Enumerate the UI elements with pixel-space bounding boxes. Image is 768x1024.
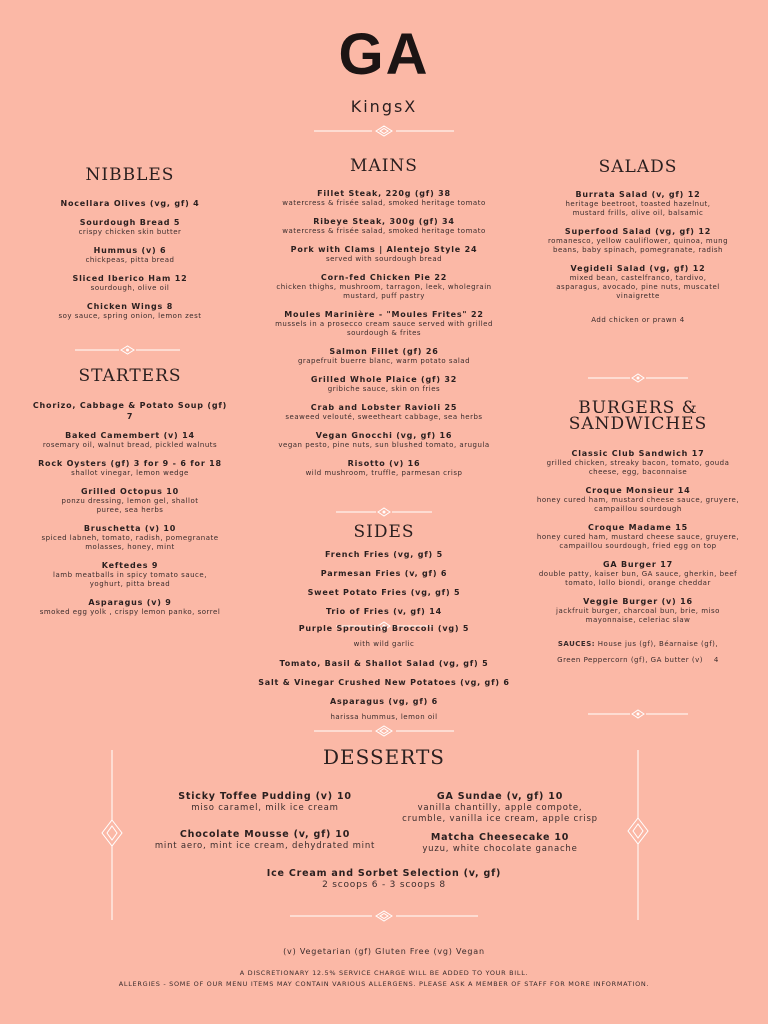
item-description: watercress & frisée salad, smoked heritage tomato — [282, 199, 486, 207]
item-name: Corn-fed Chicken Pie 22 — [320, 273, 448, 282]
menu-item — [30, 597, 230, 617]
desserts-right-column — [376, 790, 624, 863]
item-name: Chicken Wings 8 — [86, 302, 174, 311]
item-name: Sourdough Bread 5 — [79, 218, 181, 227]
menu-item — [240, 658, 528, 669]
item-name: Salmon Fillet (gf) 26 — [329, 347, 439, 356]
sides-section — [240, 549, 528, 730]
menu-item — [30, 273, 230, 293]
item-description: romanesco, yellow cauliflower, quinoa, mung beans, baby spinach, pomegranate, radish — [547, 237, 729, 254]
sides-heading: SIDES — [353, 522, 415, 542]
item-name: Moules Marinière - "Moules Frites" 22 — [284, 310, 484, 319]
item-description: chickpeas, pitta bread — [85, 256, 175, 264]
vertical-ornament-right — [626, 750, 650, 920]
item-description: grapefruit buerre blanc, warm potato salad — [297, 357, 471, 365]
item-name: Salt & Vinegar Crushed New Potatoes (vg, gf) 6 — [258, 678, 510, 687]
item-name: Veggie Burger (v) 16 — [583, 597, 693, 606]
mains-section — [256, 188, 512, 486]
item-name: Ribeye Steak, 300g (gf) 34 — [313, 217, 455, 226]
mains-heading: MAINS — [350, 156, 418, 176]
item-name: Risotto (v) 16 — [347, 459, 421, 468]
item-description: vanilla chantilly, apple compote, crumble, vanilla ice cream, apple crisp — [402, 803, 598, 824]
menu-item — [534, 559, 742, 588]
menu-item — [30, 523, 230, 552]
menu-item — [256, 346, 512, 366]
item-name: Asparagus (v) 9 — [88, 598, 172, 607]
item-description: soy sauce, spring onion, lemon zest — [58, 312, 202, 320]
item-name: Sticky Toffee Pudding (v) 10 — [178, 791, 352, 802]
item-name: Pork with Clams | Alentejo Style 24 — [290, 245, 478, 254]
allergy-note: ALLERGIES - SOME OF OUR MENU ITEMS MAY CONTAIN VARIOUS ALLERGENS. PLEASE ASK A MEMBER OF STAFF FOR MORE INFORMATION. — [118, 980, 650, 988]
item-name: Chocolate Mousse (v, gf) 10 — [179, 829, 351, 840]
item-description: served with sourdough bread — [325, 255, 443, 263]
item-description: harissa hummus, lemon oil — [330, 713, 438, 721]
item-description: watercress & frisée salad, smoked heritage tomato — [282, 227, 486, 235]
item-name: French Fries (vg, gf) 5 — [325, 550, 443, 559]
menu-item — [376, 831, 624, 855]
nibbles-heading: NIBBLES — [85, 165, 175, 185]
menu-item — [256, 458, 512, 478]
menu-item — [538, 226, 738, 255]
item-description: yuzu, white chocolate ganache — [422, 844, 578, 854]
menu-item — [30, 301, 230, 321]
item-description: honey cured ham, mustard cheese sauce, gruyere, campaillou sourdough — [536, 496, 740, 513]
item-description: lamb meatballs in spicy tomato sauce, yoghurt, pitta bread — [53, 571, 207, 588]
item-description: smoked egg yolk , crispy lemon panko, sorrel — [39, 608, 221, 616]
item-name: Crab and Lobster Ravioli 25 — [310, 403, 458, 412]
item-name: GA Sundae (v, gf) 10 — [436, 791, 564, 802]
burgers-heading — [548, 400, 728, 432]
item-name: Vegan Gnocchi (vg, gf) 16 — [315, 431, 453, 440]
restaurant-logo: GA — [338, 22, 430, 87]
desserts-left-column — [140, 790, 390, 860]
menu-item — [30, 245, 230, 265]
service-charge-note: A DISCRETIONARY 12.5% SERVICE CHARGE WILL BE ADDED TO YOUR BILL. — [239, 969, 529, 977]
item-name: Tomato, Basil & Shallot Salad (vg, gf) 5 — [279, 659, 489, 668]
item-description: seaweed velouté, sweetheart cabbage, sea herbs — [285, 413, 483, 421]
menu-item — [240, 623, 528, 649]
menu-item — [256, 309, 512, 338]
sauces-label: SAUCES: — [557, 640, 596, 648]
item-name: Superfood Salad (vg, gf) 12 — [564, 227, 712, 236]
item-name: Keftedes 9 — [101, 561, 159, 570]
item-description: mussels in a prosecco cream sauce served with grilled sourdough & frites — [275, 320, 493, 337]
item-name: GA Burger 17 — [603, 560, 673, 569]
item-name: Croque Monsieur 14 — [585, 486, 691, 495]
ornament-divider — [290, 909, 478, 923]
menu-item — [30, 400, 230, 422]
item-name: Nocellara Olives (vg, gf) 4 — [60, 199, 200, 208]
vertical-ornament-left — [100, 750, 124, 920]
item-name: Bruschetta (v) 10 — [83, 524, 177, 533]
ornament-divider — [314, 124, 454, 138]
item-name: Hummus (v) 6 — [93, 246, 167, 255]
menu-item — [240, 696, 528, 722]
sauces-line-2 — [534, 655, 742, 665]
menu-item — [30, 217, 230, 237]
add-protein-note: Add chicken or prawn 4 — [591, 316, 685, 324]
item-name: Grilled Whole Plaice (gf) 32 — [310, 375, 458, 384]
dietary-legend: (v) Vegetarian (gf) Gluten Free (vg) Vegan — [283, 947, 485, 956]
salads-heading: SALADS — [598, 157, 678, 177]
nibbles-section — [30, 198, 230, 329]
item-name: Trio of Fries (v, gf) 14 — [326, 607, 442, 616]
menu-item — [256, 272, 512, 301]
item-name: Sliced Iberico Ham 12 — [72, 274, 188, 283]
item-description: gribiche sauce, skin on fries — [327, 385, 441, 393]
item-name: Sweet Potato Fries (vg, gf) 5 — [307, 588, 461, 597]
item-description: grilled chicken, streaky bacon, tomato, gouda cheese, egg, baconnaise — [546, 459, 730, 476]
item-description: with wild garlic — [353, 640, 415, 648]
item-description: chicken thighs, mushroom, tarragon, leek, wholegrain mustard, puff pastry — [276, 283, 492, 300]
item-description: mixed bean, castelfranco, tardivo, asparagus, avocado, pine nuts, muscatel vinaigrette — [556, 274, 720, 300]
burgers-heading-line2: SANDWICHES — [568, 414, 708, 434]
menu-item — [256, 216, 512, 236]
menu-item — [376, 790, 624, 825]
starters-section — [30, 400, 230, 625]
menu-item — [240, 568, 528, 579]
desserts-bottom — [234, 867, 534, 891]
menu-item — [534, 522, 742, 551]
item-name: Burrata Salad (v, gf) 12 — [575, 190, 701, 199]
menu-item — [256, 402, 512, 422]
menu-item — [538, 189, 738, 218]
menu-item — [240, 606, 528, 617]
burgers-heading-line1: BURGERS & — [578, 398, 698, 418]
burgers-section — [534, 448, 742, 665]
menu-item — [256, 430, 512, 450]
item-name: Classic Club Sandwich 17 — [571, 449, 705, 458]
menu-item — [534, 448, 742, 477]
item-description: mint aero, mint ice cream, dehydrated mint — [154, 841, 376, 851]
item-name: Asparagus (vg, gf) 6 — [329, 697, 439, 706]
menu-item — [256, 188, 512, 208]
item-description: spiced labneh, tomato, radish, pomegranate molasses, honey, mint — [41, 534, 219, 551]
menu-item — [256, 374, 512, 394]
item-name: Parmesan Fries (v, gf) 6 — [320, 569, 448, 578]
item-description: rosemary oil, walnut bread, pickled walnuts — [42, 441, 218, 449]
item-name: Rock Oysters (gf) 3 for 9 - 6 for 18 — [38, 459, 222, 468]
starters-heading: STARTERS — [78, 366, 182, 386]
menu-item — [30, 560, 230, 589]
menu-item — [140, 790, 390, 814]
sauces-list-2: Green Peppercorn (gf), GA butter (v) — [557, 656, 703, 664]
menu-item — [30, 458, 230, 478]
item-description: crispy chicken skin butter — [78, 228, 182, 236]
ornament-divider — [588, 372, 688, 384]
sauces-line-1 — [534, 639, 742, 649]
sauces-list-1: House jus (gf), Béarnaise (gf), — [597, 640, 719, 648]
menu-item — [240, 549, 528, 560]
item-name: Ice Cream and Sorbet Selection (v, gf) — [266, 868, 502, 879]
desserts-heading: DESSERTS — [322, 745, 446, 769]
item-description: heritage beetroot, toasted hazelnut, mustard frills, olive oil, balsamic — [565, 200, 711, 217]
item-name: Chorizo, Cabbage & Potato Soup (gf) 7 — [32, 401, 228, 421]
menu-item — [140, 828, 390, 852]
menu-item — [240, 587, 528, 598]
item-name: Baked Camembert (v) 14 — [65, 431, 195, 440]
menu-item — [30, 430, 230, 450]
item-description: honey cured ham, mustard cheese sauce, gruyere, campaillou sourdough, fried egg on top — [536, 533, 740, 550]
item-description: 2 scoops 6 - 3 scoops 8 — [322, 880, 446, 890]
item-description: vegan pesto, pine nuts, sun blushed tomato, arugula — [278, 441, 490, 449]
item-description: shallot vinegar, lemon wedge — [71, 469, 189, 477]
item-description: miso caramel, milk ice cream — [191, 803, 339, 813]
item-name: Fillet Steak, 220g (gf) 38 — [317, 189, 451, 198]
item-name: Purple Sprouting Broccoli (vg) 5 — [298, 624, 470, 633]
ornament-divider — [75, 344, 180, 356]
item-name: Croque Madame 15 — [588, 523, 688, 532]
menu-item — [538, 263, 738, 301]
ornament-divider — [336, 506, 432, 518]
item-description: wild mushroom, truffle, parmesan crisp — [305, 469, 463, 477]
item-description: ponzu dressing, lemon gel, shallot puree, sea herbs — [61, 497, 199, 514]
menu-item — [30, 486, 230, 515]
location-name: KingsX — [350, 97, 418, 116]
item-description: sourdough, olive oil — [90, 284, 170, 292]
menu-item — [534, 596, 742, 625]
salads-section — [538, 189, 738, 325]
item-description: jackfruit burger, charcoal bun, brie, miso mayonnaise, celeriac slaw — [556, 607, 720, 624]
item-name: Grilled Octopus 10 — [80, 487, 180, 496]
item-name: Vegideli Salad (vg, gf) 12 — [570, 264, 706, 273]
item-name: Matcha Cheesecake 10 — [430, 832, 570, 843]
menu-item — [30, 198, 230, 209]
ornament-divider — [588, 708, 688, 720]
menu-item — [240, 677, 528, 688]
sauces-price: 4 — [713, 656, 719, 664]
menu-item — [256, 244, 512, 264]
item-description: double patty, kaiser bun, GA sauce, gherkin, beef tomato, lollo biondi, orange cheddar — [538, 570, 738, 587]
menu-item — [534, 485, 742, 514]
